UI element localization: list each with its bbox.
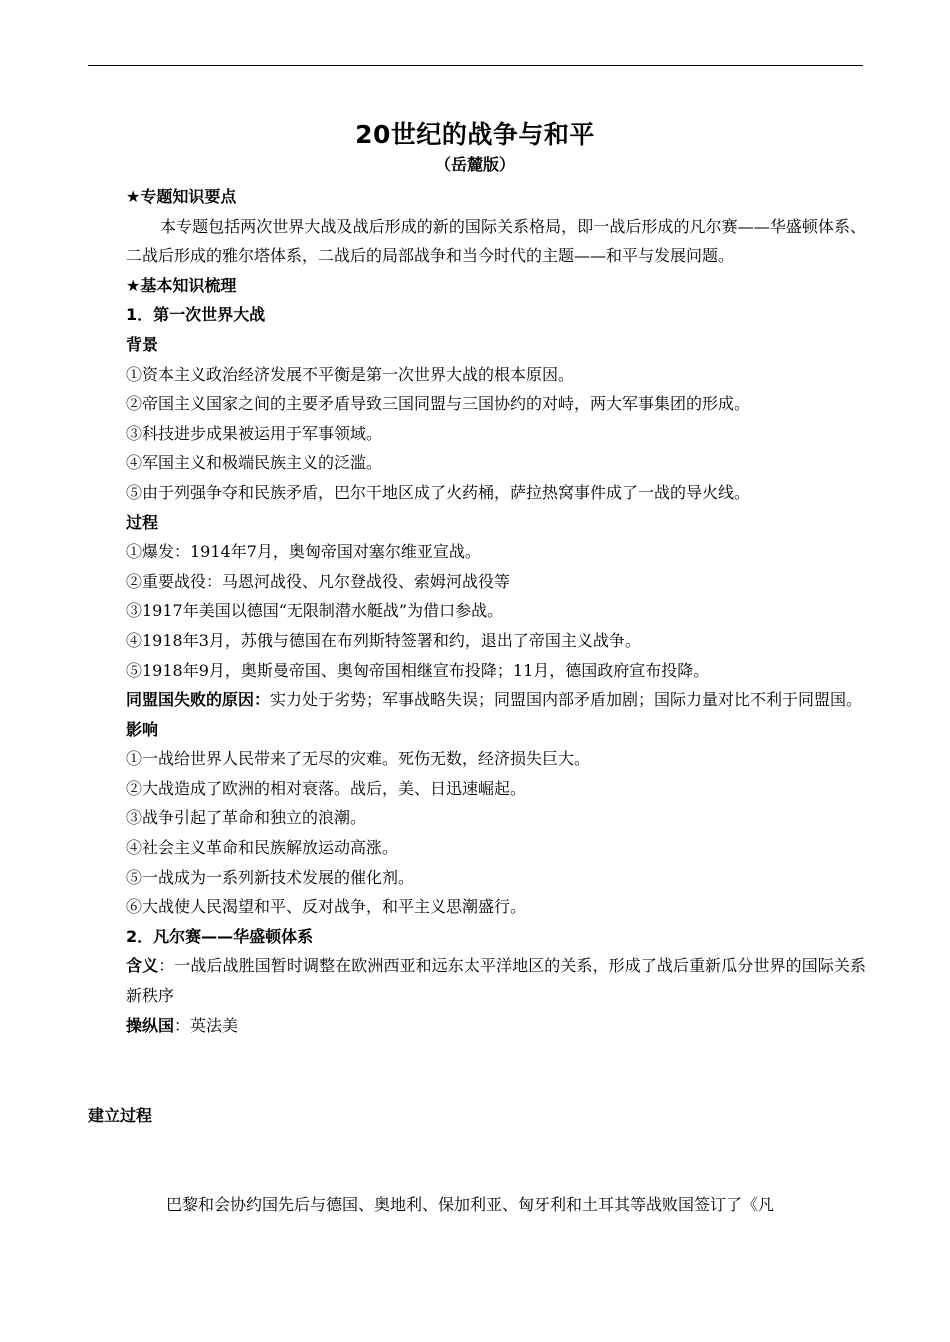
- meaning-paragraph: [126, 951, 866, 1010]
- process-item: ⑤1918年9月，奥斯曼帝国、奥匈帝国相继宣布投降；11月，德国政府宣布投降。: [126, 660, 710, 680]
- process-item: ④1918年3月，苏俄与德国在布列斯特签署和约，退出了帝国主义战争。: [126, 630, 641, 650]
- meaning-label: 含义: [126, 956, 159, 976]
- process-item: ②重要战役：马恩河战役、凡尔登战役、索姆河战役等: [126, 571, 511, 591]
- background-item: ①资本主义政治经济发展不平衡是第一次世界大战的根本原因。: [126, 364, 575, 384]
- impact-item: ③战争引起了革命和独立的浪潮。: [126, 808, 367, 828]
- impact-item: ①一战给世界人民带来了无尽的灾难。死伤无数，经济损失巨大。: [126, 749, 591, 769]
- document-title: 20世纪的战争与和平: [355, 120, 595, 149]
- impact-heading: 影响: [126, 719, 159, 739]
- process-item: ①爆发：1914年7月，奥匈帝国对塞尔维亚宣战。: [126, 542, 481, 562]
- defeat-reasons: [126, 685, 866, 715]
- versailles-washington-heading: 2．凡尔赛——华盛顿体系: [126, 926, 314, 946]
- defeat-text: 实力处于劣势；军事战略失误；同盟国内部矛盾加剧；国际力量对比不利于同盟国。: [270, 690, 863, 710]
- process-heading: 过程: [126, 512, 159, 532]
- bottom-paragraph: 巴黎和会协约国先后与德国、奥地利、保加利亚、匈牙利和土耳其等战败国签订了《凡: [166, 1195, 775, 1214]
- background-item: ④军国主义和极端民族主义的泛滥。: [126, 453, 383, 473]
- process-item: ③1917年美国以德国“无限制潜水艇战”为借口参战。: [126, 601, 504, 621]
- establish-heading: 建立过程: [88, 1106, 153, 1125]
- section-heading-basic: ★基本知识梳理: [126, 275, 237, 295]
- controller-text: ：英法美: [174, 1015, 239, 1035]
- background-item: ③科技进步成果被运用于军事领域。: [126, 423, 383, 443]
- wwi-heading: 1．第一次世界大战: [126, 305, 266, 325]
- document-body: [126, 182, 866, 1040]
- defeat-label: 同盟国失败的原因：: [126, 690, 271, 710]
- background-item: ②帝国主义国家之间的主要矛盾导致三国同盟与三国协约的对峙，两大军事集团的形成。: [126, 394, 751, 414]
- header-rule: [88, 65, 863, 66]
- intro-paragraph: 本专题包括两次世界大战及战后形成的新的国际关系格局，即一战后形成的凡尔赛——华盛顿体系、二战后形成的雅尔塔体系，二战后的局部战争和当今时代的主题——和平与发展问题。: [126, 216, 866, 266]
- impact-item: ②大战造成了欧洲的相对衰落。战后，美、日迅速崛起。: [126, 778, 527, 798]
- controller-line: [126, 1011, 866, 1041]
- background-heading: 背景: [126, 334, 159, 354]
- meaning-text: ：一战后战胜国暂时调整在欧洲西亚和远东太平洋地区的关系，形成了战后重新瓜分世界的国际关系新秩序: [126, 956, 866, 1006]
- document-subtitle: （岳麓版）: [434, 155, 515, 174]
- controller-label: 操纵国: [126, 1015, 175, 1035]
- background-item: ⑤由于列强争夺和民族矛盾，巴尔干地区成了火药桶，萨拉热窝事件成了一战的导火线。: [126, 482, 751, 502]
- impact-item: ④社会主义革命和民族解放运动高涨。: [126, 838, 399, 858]
- impact-item: ⑤一战成为一系列新技术发展的催化剂。: [126, 867, 415, 887]
- impact-item: ⑥大战使人民渴望和平、反对战争，和平主义思潮盛行。: [126, 897, 527, 917]
- section-heading-key-points: ★专题知识要点: [126, 187, 237, 206]
